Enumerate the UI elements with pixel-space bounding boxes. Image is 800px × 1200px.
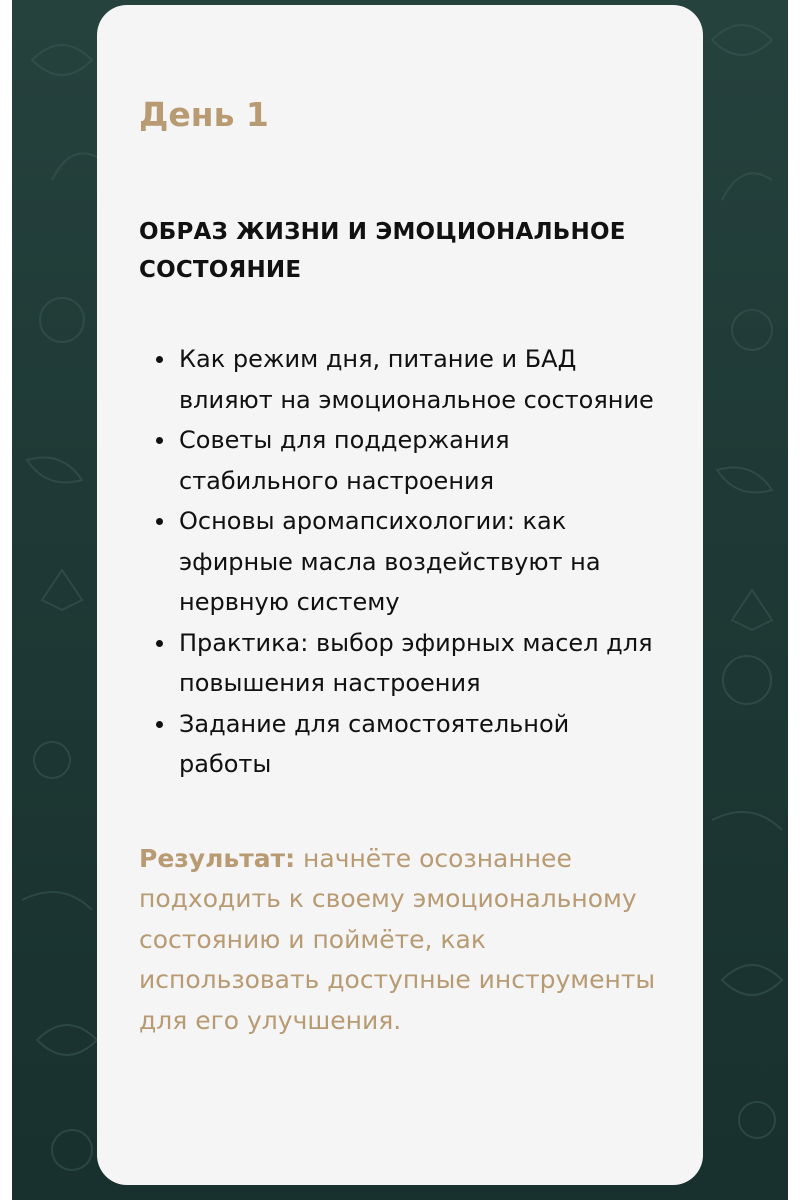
day-title: День 1 <box>139 95 269 134</box>
topic-text: Практика: выбор эфирных масел для повышения настроения <box>179 628 653 697</box>
bullet-icon <box>156 437 163 444</box>
topic-text: Задание для самостоятельной работы <box>179 709 570 778</box>
list-item <box>139 420 663 501</box>
topic-text: Как режим дня, питание и БАД влияют на эмоциональное состояние <box>179 345 654 414</box>
topic-text: Советы для поддержания стабильного настроения <box>179 426 510 495</box>
program-day-card <box>97 5 703 1185</box>
list-item <box>139 501 663 623</box>
list-item <box>139 339 663 420</box>
bullet-icon <box>156 640 163 647</box>
list-item <box>139 704 663 785</box>
bullet-icon <box>156 356 163 363</box>
result-text: начнёте осознаннее подходить к своему эмоциональному состоянию и поймёте, как использовать доступные инструменты для его улучшения. <box>139 843 656 1035</box>
section-title: ОБРАЗ ЖИЗНИ И ЭМОЦИОНАЛЬНОЕ СОСТОЯНИЕ <box>139 219 626 283</box>
bullet-icon <box>156 721 163 728</box>
result-paragraph <box>139 839 663 1042</box>
list-item <box>139 623 663 704</box>
bullet-icon <box>156 518 163 525</box>
topics-list <box>139 339 663 785</box>
result-label: Результат: <box>139 843 296 873</box>
topic-text: Основы аромапсихологии: как эфирные масла воздействуют на нервную систему <box>179 507 601 616</box>
